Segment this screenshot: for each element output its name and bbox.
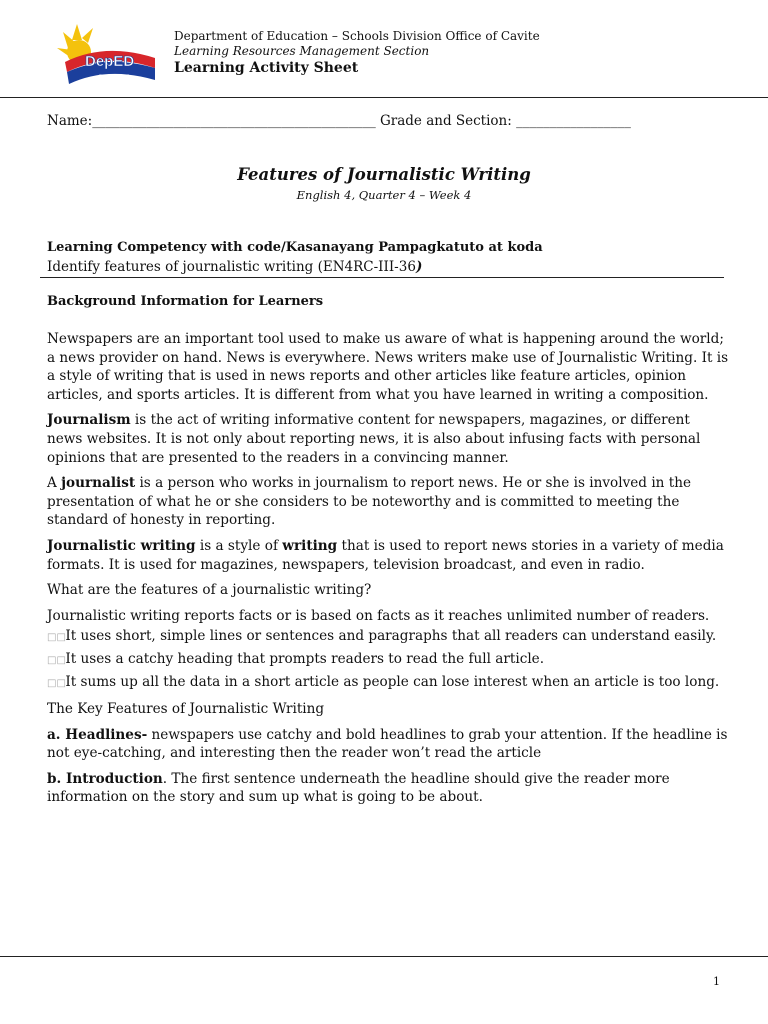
header-sheet-type: Learning Activity Sheet [174,60,359,76]
grade-section-label: Grade and Section: [380,113,512,129]
paragraph-journalist: A journalist is a person who works in journalism to report news. He or she is involved in the presentation of what he or she considers to be noteworthy and is committed to meeting the standard of honesty in reporting. [47,475,692,529]
document-header [0,0,768,98]
list-item: □□ It uses a catchy heading that prompts readers to read the full article. [47,650,729,671]
document-title: Features of Journalistic Writing [237,165,531,184]
competency-divider [40,277,724,278]
grade-section-field[interactable]: _________________ [516,113,631,129]
page-number: 1 [713,975,720,988]
header-section: Learning Resources Management Section [174,44,430,58]
paragraph-headlines: a. Headlines- newspapers use catchy and bold headlines to grab your attention. If the headline is not eye-catching, and interesting then the reader won’t read the article [47,726,728,762]
svg-text:DepED: DepED [85,53,135,70]
bullet-icon: □□ [47,632,66,644]
paragraph-intro: Newspapers are an important tool used to make us aware of what is happening around the world; a news provider on hand. News is everywhere. News writers make use of Journalistic Writing. It is a style of writing that is used in news reports and other articles like feature articles, opinion articles, and sports articles. It is different from what you have learned in writing a composition. [47,331,729,403]
paragraph-facts: Journalistic writing reports facts or is based on facts as it reaches unlimited number of readers. [47,607,710,624]
list-item: □□ It sums up all the data in a short article as people can lose interest when an article is too long. [47,673,729,694]
background-heading: Background Information for Learners [47,294,324,309]
deped-cavite-logo [55,22,159,88]
footer-divider [0,956,768,957]
list-item: □□ It uses short, simple lines or sentences and paragraphs that all readers can understand easily. [47,627,729,648]
header-divider [0,97,768,98]
paragraph-question: What are the features of a journalistic writing? [47,582,372,599]
paragraph-key-features: The Key Features of Journalistic Writing [47,701,325,718]
paragraph-journalistic-writing: Journalistic writing is a style of writing that is used to report news stories in a variety of media formats. It is used for magazines, newspapers, television broadcast, and even in radio. [47,537,724,573]
paragraph-introduction: b. Introduction. The first sentence underneath the headline should give the reader more information on the story and sum up what is going to be about. [47,770,670,806]
document-subtitle: English 4, Quarter 4 – Week 4 [296,188,472,202]
svg-text:CAVITE: CAVITE [97,73,130,83]
paragraph-journalism: Journalism is the act of writing informative content for newspapers, magazines, or different news websites. It is not only about reporting news, it is also about infusing facts with personal opinions that are presented to the readers in a convincing manner. [47,412,701,466]
bullet-icon: □□ [47,677,66,689]
name-grade-row [47,113,722,129]
name-label: Name: [47,113,93,129]
competency-heading: Learning Competency with code/Kasanayang Pampagkatuto at koda [47,240,543,255]
competency-text: Identify features of journalistic writing (EN4RC-III-36) [47,259,423,275]
document-body [47,330,729,814]
header-text-block [174,29,540,78]
name-field[interactable]: __________________________________________ [92,113,376,129]
header-department: Department of Education – Schools Division Office of Cavite [174,29,540,43]
bullet-icon: □□ [47,654,66,666]
